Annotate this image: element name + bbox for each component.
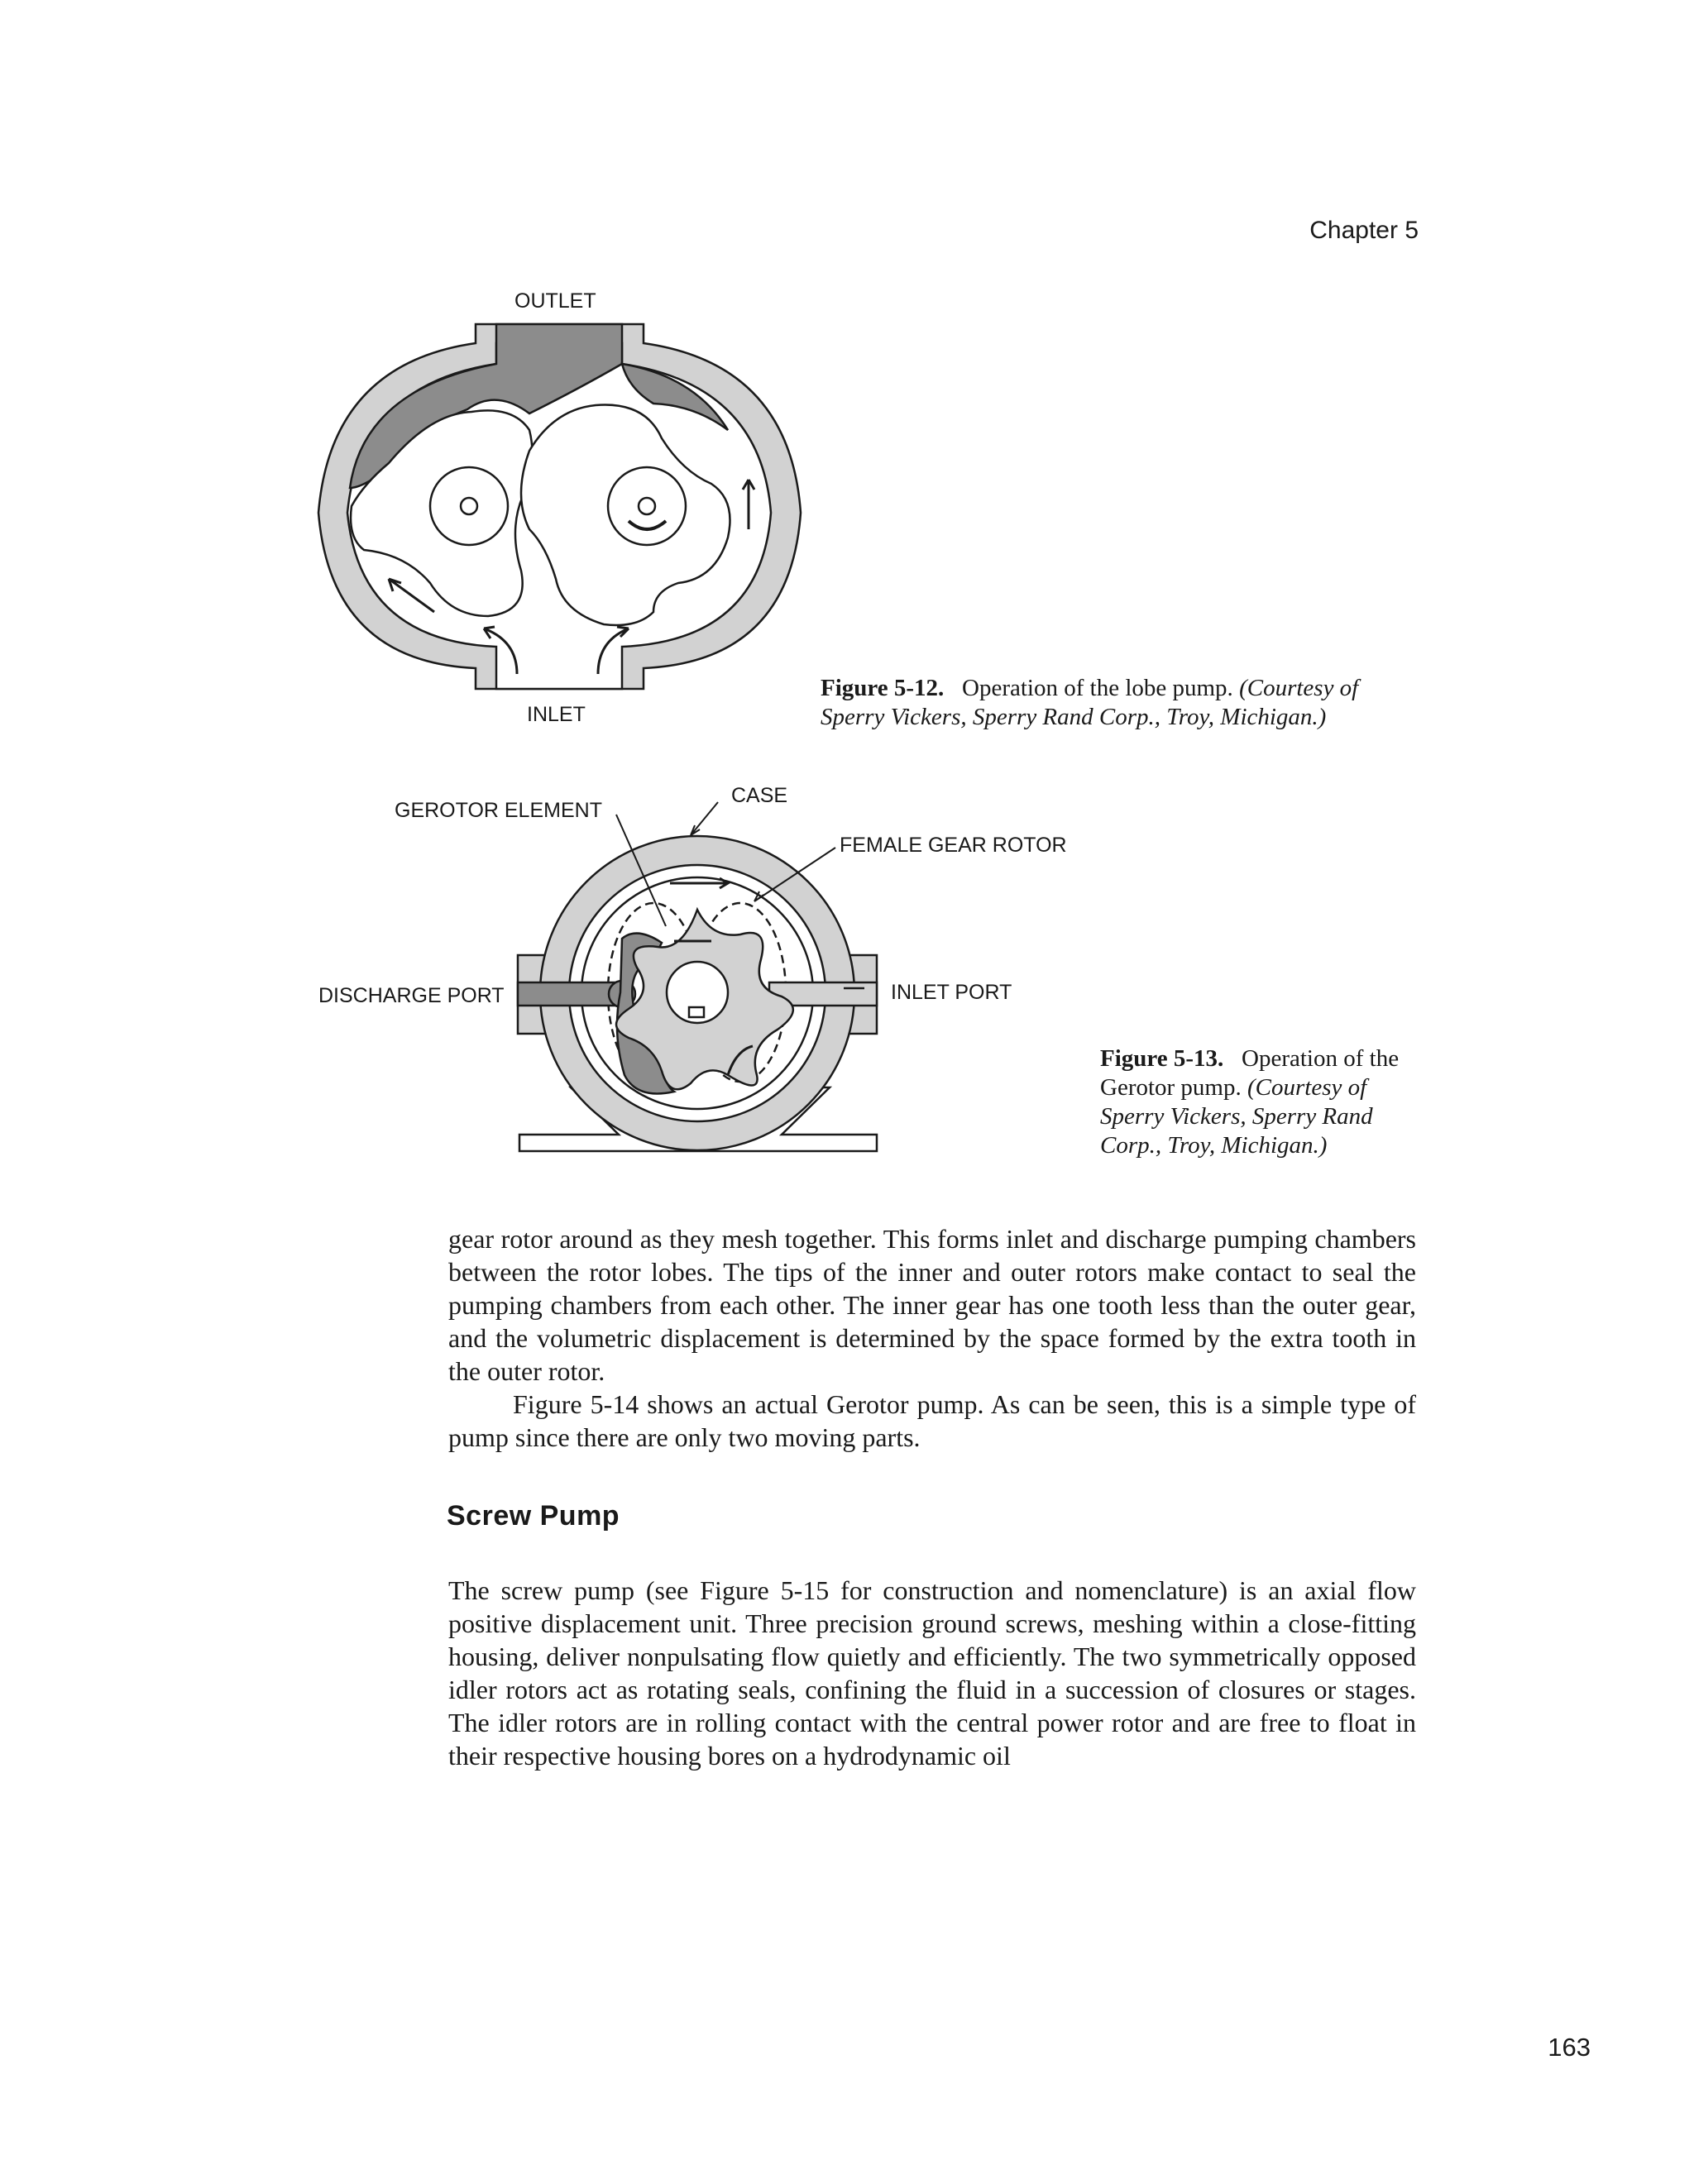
running-head: Chapter 5 [1309, 217, 1419, 244]
figure-credit: (Courtesy of Sperry Vickers, Sperry Rand Corp., Troy, Michigan.) [1100, 1074, 1373, 1159]
gerotor-element-label: GEROTOR ELEMENT [395, 799, 602, 822]
figure-number: Figure 5-12. [821, 675, 945, 701]
page-number: 163 [1548, 2033, 1591, 2062]
inlet-port-label: INLET PORT [891, 981, 1012, 1004]
body-paragraph: Figure 5-14 shows an actual Gerotor pump. As can be seen, this is a simple type of pump since there are only two moving parts. [448, 1389, 1416, 1452]
case-leader [691, 802, 718, 835]
screw-pump-paragraph: The screw pump (see Figure 5-15 for construction and nomenclature) is an axial flow positive displacement unit. Three precision ground screws, meshing within a close-fitting housing, deliver nonpulsating flow quietly and efficiently. The two symmetrically opposed idler rotors act as rotating seals, confining the fluid in a succession of closures or stages. The idler rotors are in rolling contact with the central power rotor and are free to float in their respective housing bores on a hydrodynamic oil [448, 1575, 1416, 1771]
figure-title: Operation of the Gerotor pump. [1100, 1045, 1400, 1101]
body-paragraph: gear rotor around as they mesh together. This forms inlet and discharge pumping chambers between the rotor lobes. The tips of the inner and outer rotors make contact to seal the pumping chambers from each other. The inner gear has one tooth less than the outer gear, and the volumetric displacement is determined by the space formed by the extra tooth in the outer rotor. [448, 1224, 1416, 1386]
female-gear-rotor-label: FEMALE GEAR ROTOR [840, 834, 1067, 857]
figure-5-13-caption [1100, 1044, 1423, 1160]
outlet-label: OUTLET [514, 289, 596, 313]
section-heading: Screw Pump [447, 1500, 620, 1532]
figure-credit: (Courtesy of Sperry Vickers, Sperry Rand Corp., Troy, Michigan.) [821, 675, 1359, 730]
figure-title: Operation of the lobe pump. [962, 675, 1233, 701]
discharge-port-label: DISCHARGE PORT [318, 984, 505, 1007]
body-text [448, 1222, 1416, 1454]
case-label: CASE [731, 784, 788, 807]
inlet-label: INLET [527, 703, 586, 726]
figure-number: Figure 5-13. [1100, 1045, 1224, 1072]
